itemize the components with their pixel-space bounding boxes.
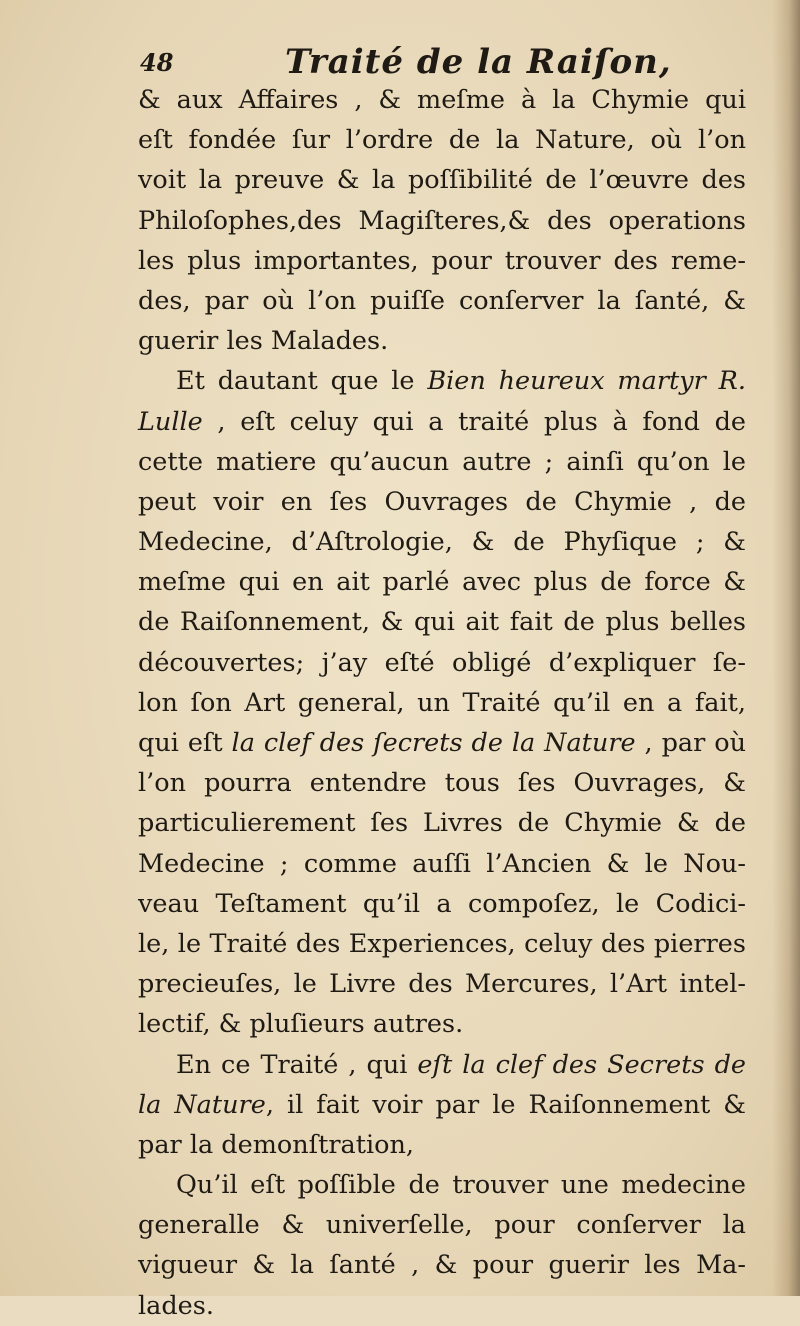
text-line xyxy=(138,884,746,924)
text-line xyxy=(138,602,746,642)
text-run: vigueur & la ſanté , & pour guerir les Ma- xyxy=(138,1250,746,1281)
text-run: les plus importantes, pour trouver des reme- xyxy=(138,245,746,276)
text-run: lades. xyxy=(138,1290,214,1321)
italic-text: la clef des ſecrets de la Nature xyxy=(231,728,636,758)
text-run: Et dautant que le xyxy=(176,366,428,397)
running-title: Traité de la Raiſon, xyxy=(285,42,672,82)
text-run: eſt fondée ſur l’ordre de la Nature, où l’on xyxy=(138,125,746,156)
text-run: lon ſon Art general, un Traité qu’il en a fait, xyxy=(138,687,746,718)
text-line xyxy=(138,241,746,281)
text-line xyxy=(138,522,746,562)
text-line xyxy=(138,1205,746,1245)
italic-text: eſt la clef des Secrets de xyxy=(417,1049,746,1080)
text-run: l’on pourra entendre tous ſes Ouvrages, & xyxy=(138,768,746,799)
text-line xyxy=(138,1245,746,1285)
text-run: le, le Traité des Experiences, celuy des pierres xyxy=(138,928,746,959)
text-line xyxy=(138,1165,746,1205)
text-line xyxy=(138,964,746,1004)
text-run: Medecine, d’Aſtrologie, & de Phyſique ; & xyxy=(138,527,746,558)
text-run: cette matiere qu’aucun autre ; ainſi qu’on le xyxy=(138,446,746,477)
text-run: lectif, & pluſieurs autres. xyxy=(138,1009,464,1040)
text-line xyxy=(138,1085,746,1125)
italic-text: Lulle xyxy=(138,406,203,437)
text-line xyxy=(138,803,746,843)
text-run: guerir les Malades. xyxy=(138,326,389,357)
text-line xyxy=(138,924,746,964)
text-run: , par où xyxy=(635,728,747,758)
text-run: En ce Traité , qui xyxy=(176,1049,418,1080)
text-run: veau Teſtament qu’il a compoſez, le Codici- xyxy=(138,888,746,919)
text-line xyxy=(138,643,746,683)
text-run: qui eſt xyxy=(138,728,232,758)
text-line xyxy=(138,562,746,602)
text-run: Qu’il eſt poſſible de trouver une medecine xyxy=(176,1170,746,1201)
text-run: Philoſophes,des Magiſteres,& des operations xyxy=(138,205,746,236)
italic-text: Bien heureux martyr R. xyxy=(427,366,746,397)
text-line xyxy=(138,763,746,803)
page-edge-shadow xyxy=(772,0,800,1296)
text-run: meſme qui en ait parlé avec plus de force & xyxy=(138,567,746,598)
page-number: 48 xyxy=(140,48,174,77)
text-line xyxy=(138,281,746,321)
text-line xyxy=(138,844,746,884)
text-run: des, par où l’on puiſſe conſerver la ſanté, & xyxy=(138,285,746,316)
text-run: precieuſes, le Livre des Mercures, l’Art intel- xyxy=(138,969,746,1000)
text-run: , il fait voir par le Raiſonnement & xyxy=(265,1089,746,1120)
text-run: voit la preuve & la poſſibilité de l’œuvre des xyxy=(138,165,746,196)
text-run: par la demonſtration, xyxy=(138,1129,415,1160)
text-line xyxy=(138,1004,746,1044)
text-run: generalle & univerſelle, pour conſerver la xyxy=(138,1210,746,1241)
italic-text: la Nature xyxy=(138,1089,266,1120)
text-run: , eſt celuy qui a traité plus à fond de xyxy=(202,406,746,437)
text-line xyxy=(138,482,746,522)
text-line xyxy=(138,1125,746,1165)
text-line xyxy=(138,442,746,482)
text-line xyxy=(138,361,746,401)
text-run: particulierement ſes Livres de Chymie & de xyxy=(138,808,746,839)
text-line xyxy=(138,80,746,120)
text-run: peut voir en ſes Ouvrages de Chymie , de xyxy=(138,486,746,517)
text-run: Medecine ; comme auſſi l’Ancien & le Nou- xyxy=(138,848,746,879)
text-line xyxy=(138,1286,746,1326)
text-line xyxy=(138,201,746,241)
text-line xyxy=(138,402,746,442)
text-line xyxy=(138,160,746,200)
text-line xyxy=(138,120,746,160)
text-line xyxy=(138,723,746,763)
text-line xyxy=(138,1045,746,1085)
text-run: découvertes; j’ay eſté obligé d’expliquer ſe- xyxy=(138,647,746,678)
text-run: & aux Affaires , & meſme à la Chymie qui xyxy=(138,85,746,115)
body-text xyxy=(138,80,746,1326)
text-run: de Raiſonnement, & qui ait fait de plus belles xyxy=(138,607,746,638)
text-line xyxy=(138,683,746,723)
text-line xyxy=(138,321,746,361)
